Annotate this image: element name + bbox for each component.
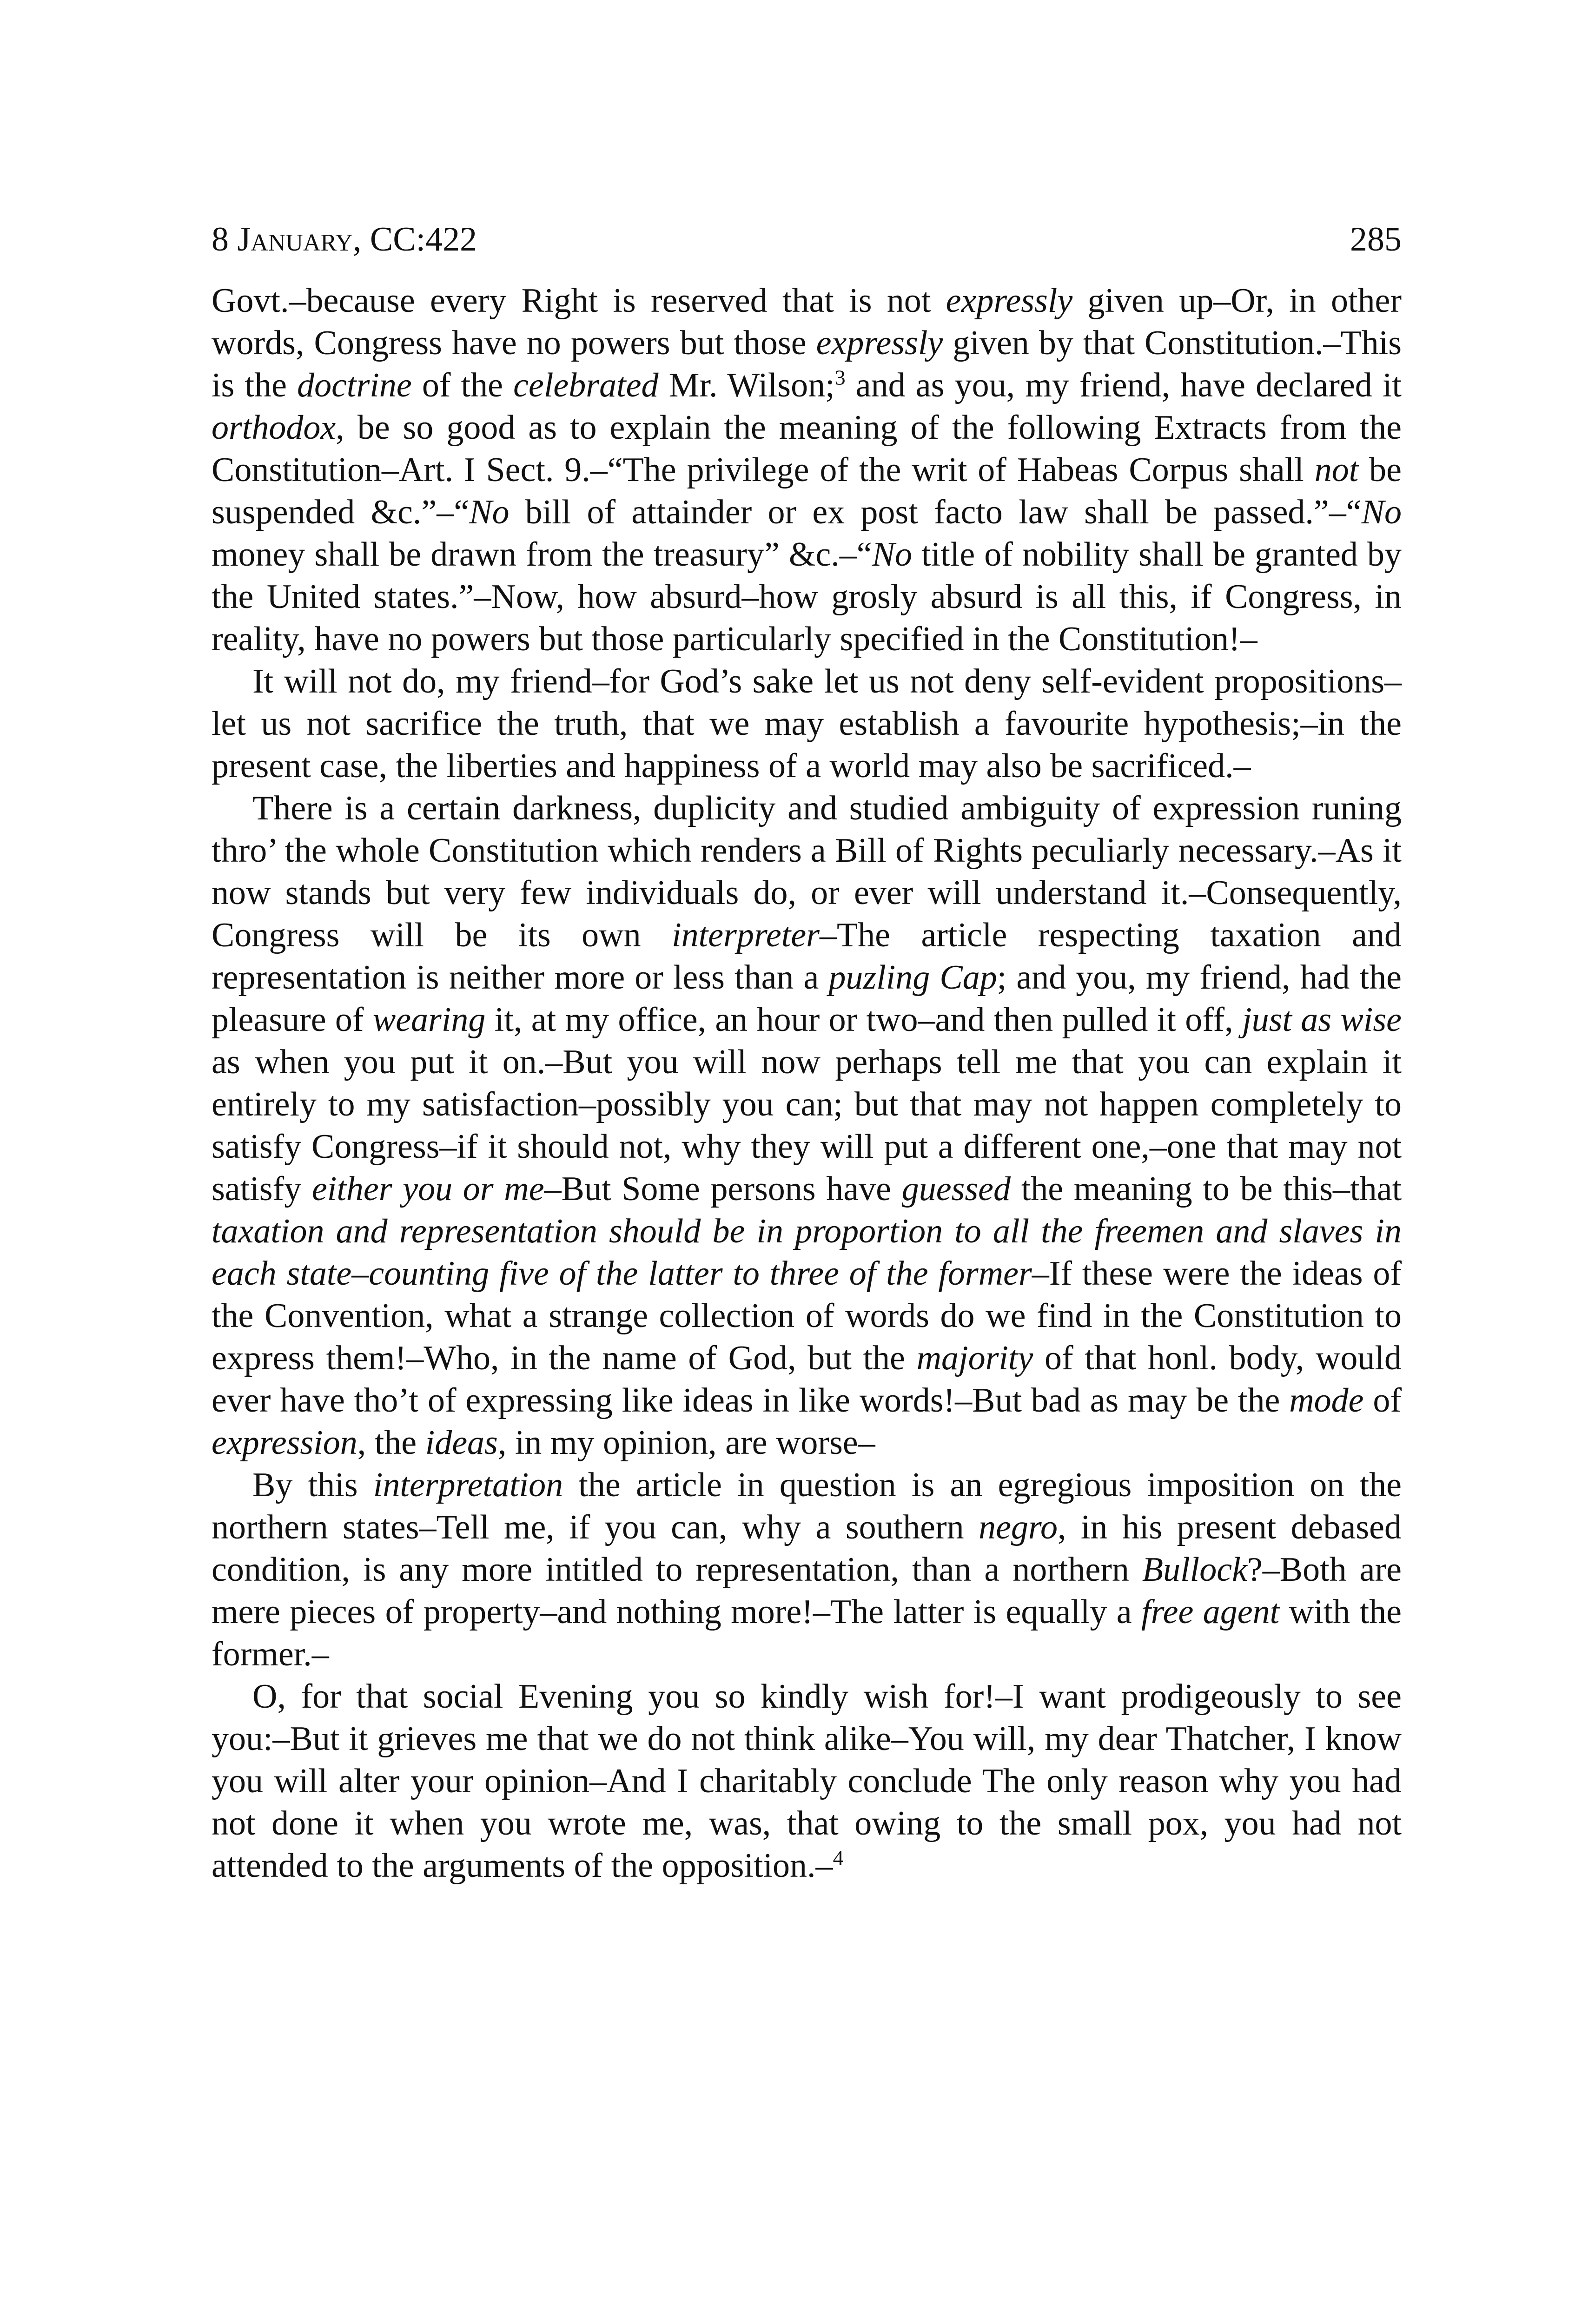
- italic-text: expressly: [816, 324, 943, 362]
- text-run: money shall be drawn from the treasury” &c.–“: [212, 535, 872, 574]
- text-run: the meaning to be this–that: [1010, 1170, 1402, 1208]
- italic-text: guessed: [901, 1170, 1011, 1208]
- text-run: –The article respecting taxation and representation is neither more or less than a: [212, 916, 1402, 997]
- text-run: , be so good as to explain the meaning of the following Extracts from the Constitution–Art. I Sect. 9.–“The privilege of the writ of Habeas Corpus shall: [212, 409, 1402, 489]
- text-run: the article in question is an egregious imposition on the northern states–Tell me, if you can, why a southern: [212, 1466, 1402, 1546]
- page-number: 285: [1350, 220, 1402, 258]
- text-run: There is a certain darkness, duplicity and studied ambiguity of expression runing thro’ the whole Constitution which renders a Bill of Rights peculiarly necessary.–As it now stands but very few individuals do, or ever will understand it.–Consequently, Congress will be its own: [212, 789, 1402, 954]
- italic-text: expressly: [946, 282, 1073, 320]
- italic-text: celebrated: [513, 366, 659, 404]
- text-run: be suspended &c.”–“: [212, 451, 1402, 531]
- italic-text: free agent: [1141, 1593, 1280, 1631]
- text-run: ?–Both are mere pieces of property–and nothing more!–The latter is equally a: [212, 1551, 1402, 1631]
- italic-text: not: [1314, 451, 1359, 489]
- text-run: and as you, my friend, have declared it: [845, 366, 1402, 404]
- text-run: , in his present debased condition, is any more intitled to representation, than a northern: [212, 1508, 1402, 1589]
- italic-text: mode: [1289, 1381, 1364, 1419]
- text-run: , the: [357, 1424, 425, 1462]
- italic-text: Bullock: [1142, 1551, 1247, 1589]
- text-run: bill of attainder or ex post facto law shall be passed.”–“: [509, 493, 1362, 531]
- text-run: title of nobility shall be granted by the United states.”–Now, how absurd–how grosly absurd is all this, if Congress, in reality, have no powers but those particularly specified in the Constitution!–: [212, 535, 1402, 658]
- text-run: of the: [411, 366, 514, 404]
- italic-text: No: [872, 535, 912, 574]
- paragraph: [212, 660, 1402, 787]
- text-run: given up–Or, in other words, Congress have no powers but those: [212, 282, 1402, 362]
- running-head-date: 8 January, CC:422: [212, 220, 477, 258]
- text-run: Govt.–because every Right is reserved that is not: [212, 282, 946, 320]
- paragraph: [212, 1464, 1402, 1676]
- text-run: of: [1363, 1381, 1402, 1419]
- italic-text: wearing: [372, 1001, 486, 1039]
- text-run: ; and you, my friend, had the pleasure of: [212, 958, 1402, 1039]
- italic-text: majority: [916, 1339, 1033, 1377]
- italic-text: No: [1361, 493, 1402, 531]
- text-run: It will not do, my friend–for God’s sake let us not deny self-evident propositions–let us not sacrifice the truth, that we may establish a favourite hypothesis;–in the present case, the liberties and happiness of a world may also be sacrificed.–: [212, 662, 1402, 785]
- italic-text: interpretation: [373, 1466, 563, 1504]
- italic-text: orthodox: [212, 409, 336, 447]
- text-run: Mr. Wilson;: [658, 366, 835, 404]
- italic-text: No: [469, 493, 510, 531]
- text-run: –If these were the ideas of the Convention, what a strange collection of words do we find in the Constitution to express them!–Who, in the name of God, but the: [212, 1254, 1402, 1377]
- italic-text: negro: [979, 1508, 1058, 1546]
- text-run: O, for that social Evening you so kindly wish for!–I want prodigeously to see you:–But it grieves me that we do not think alike–You will, my dear Thatcher, I know you will alter your opinion–And I charitably conclude The only reason why you had not done it when you wrote me, was, that owing to the small pox, you had not attended to the arguments of the opposition.–: [212, 1677, 1402, 1885]
- text-run: By this: [252, 1466, 373, 1504]
- body-text: [212, 280, 1402, 1887]
- italic-text: expression: [212, 1424, 357, 1462]
- paragraph: [212, 1676, 1402, 1887]
- italic-text: either you or me: [311, 1170, 544, 1208]
- text-run: it, at my office, an hour or two–and then pulled it off,: [485, 1001, 1243, 1039]
- text-run: as when you put it on.–But you will now perhaps tell me that you can explain it entirely to my satisfaction–possibly you can; but that may not happen completely to satisfy Congress–if it should not, why they will put a different one,–one that may not satisfy: [212, 1043, 1402, 1208]
- italic-text: just as wise: [1242, 1001, 1402, 1039]
- italic-text: puzling Cap: [828, 958, 997, 997]
- text-run: –But Some persons have: [544, 1170, 902, 1208]
- paragraph: [212, 280, 1402, 660]
- text-run: of that honl. body, would ever have tho’t of expressing like ideas in like words!–But bad as may be the: [212, 1339, 1402, 1419]
- text-run: , in my opinion, are worse–: [497, 1424, 875, 1462]
- paragraph: [212, 787, 1402, 1464]
- text-run: with the former.–: [212, 1593, 1402, 1673]
- italic-text: taxation and representation should be in proportion to all the freemen and slaves in each state–counting five of the latter to three of the former: [212, 1212, 1402, 1293]
- italic-text: doctrine: [297, 366, 412, 404]
- italic-text: interpreter: [672, 916, 820, 954]
- running-head: [212, 218, 1402, 260]
- footnote-marker: 3: [834, 365, 846, 390]
- footnote-marker: 4: [833, 1846, 844, 1870]
- text-run: given by that Constitution.–This is the: [212, 324, 1402, 404]
- document-page: [212, 218, 1402, 1887]
- italic-text: ideas: [425, 1424, 498, 1462]
